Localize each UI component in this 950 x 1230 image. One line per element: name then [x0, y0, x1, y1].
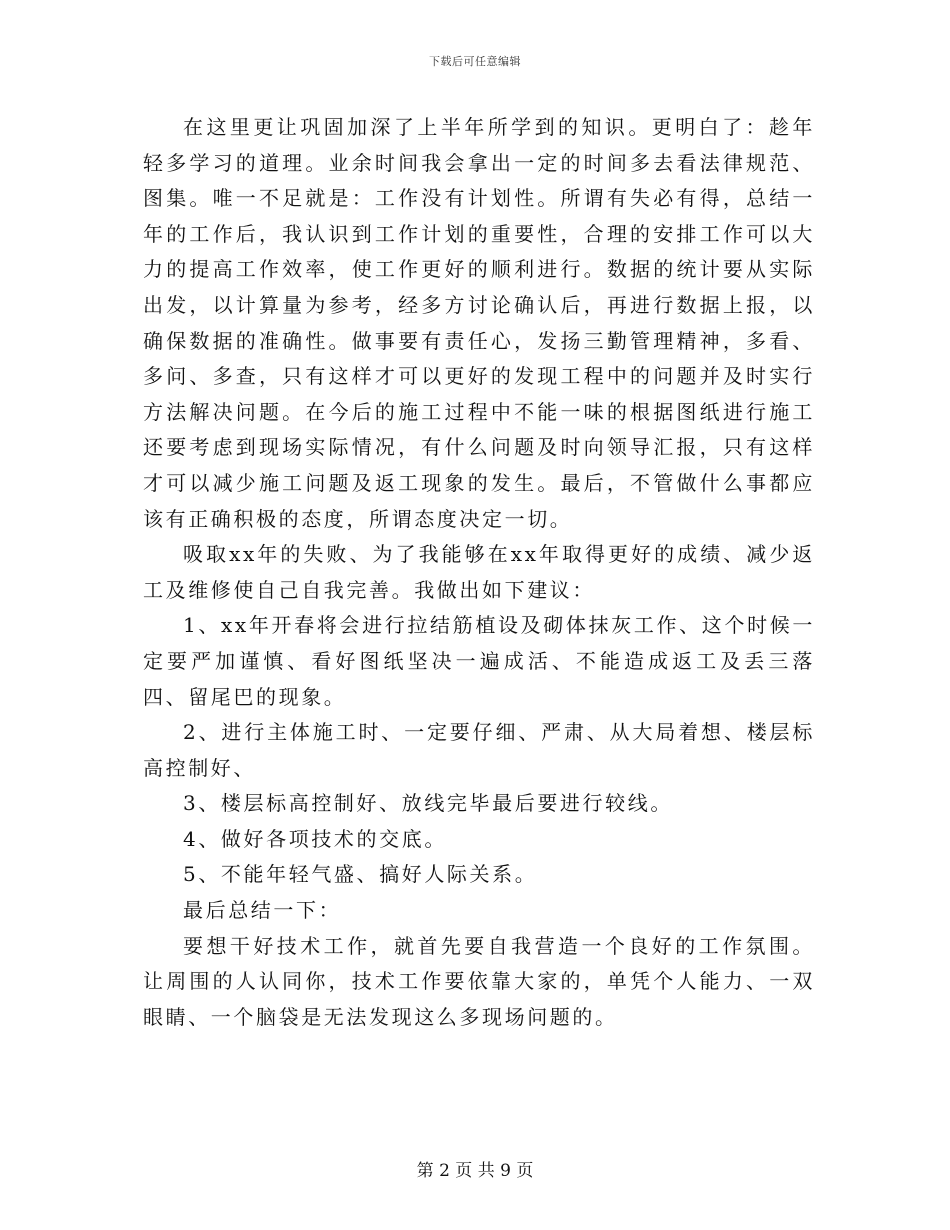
suggestion-item-1: 1、xx年开春将会进行拉结筋植设及砌体抹灰工作、这个时候一定要严加谨慎、看好图纸坚决一遍成活、不能造成返工及丢三落四、留尾巴的现象。: [143, 613, 815, 709]
suggestion-item-3: 3、楼层标高控制好、放线完毕最后要进行较线。: [183, 791, 673, 816]
paragraph-lessons: 吸取xx年的失败、为了我能够在xx年取得更好的成绩、减少返工及维修使自己自我完善。我做出如下建议：: [143, 542, 815, 602]
document-body: [143, 110, 815, 1035]
paragraph-conclusion: 要想干好技术工作，就首先要自我营造一个良好的工作氛围。让周围的人认同你，技术工作要依靠大家的，单凭个人能力、一双眼睛、一个脑袋是无法发现这么多现场问题的。: [143, 933, 815, 1029]
page-header: 下载后可任意编辑: [429, 55, 521, 68]
suggestion-item-2: 2、进行主体施工时、一定要仔细、严肃、从大局着想、楼层标高控制好、: [143, 720, 815, 780]
page-number-footer: 第 2 页 共 9 页: [416, 1161, 534, 1181]
conclusion-heading: 最后总结一下：: [183, 898, 342, 923]
suggestion-item-4: 4、做好各项技术的交底。: [183, 826, 447, 851]
paragraph-summary: 在这里更让巩固加深了上半年所学到的知识。更明白了：趁年轻多学习的道理。业余时间我会拿出一定的时间多去看法律规范、图集。唯一不足就是：工作没有计划性。所谓有失必有得，总结一年的工作后，我认识到工作计划的重要性，合理的安排工作可以大力的提高工作效率，使工作更好的顺利进行。数据的统计要从实际出发，以计算量为参考，经多方讨论确认后，再进行数据上报，以确保数据的准确性。做事要有责任心，发扬三勤管理精神，多看、多问、多查，只有这样才可以更好的发现工程中的问题并及时实行方法解决问题。在今后的施工过程中不能一味的根据图纸进行施工还要考虑到现场实际情况，有什么问题及时向领导汇报，只有这样才可以减少施工问题及返工现象的发生。最后，不管做什么事都应该有正确积极的态度，所谓态度决定一切。: [143, 115, 815, 531]
suggestion-item-5: 5、不能年轻气盛、搞好人际关系。: [183, 862, 538, 887]
